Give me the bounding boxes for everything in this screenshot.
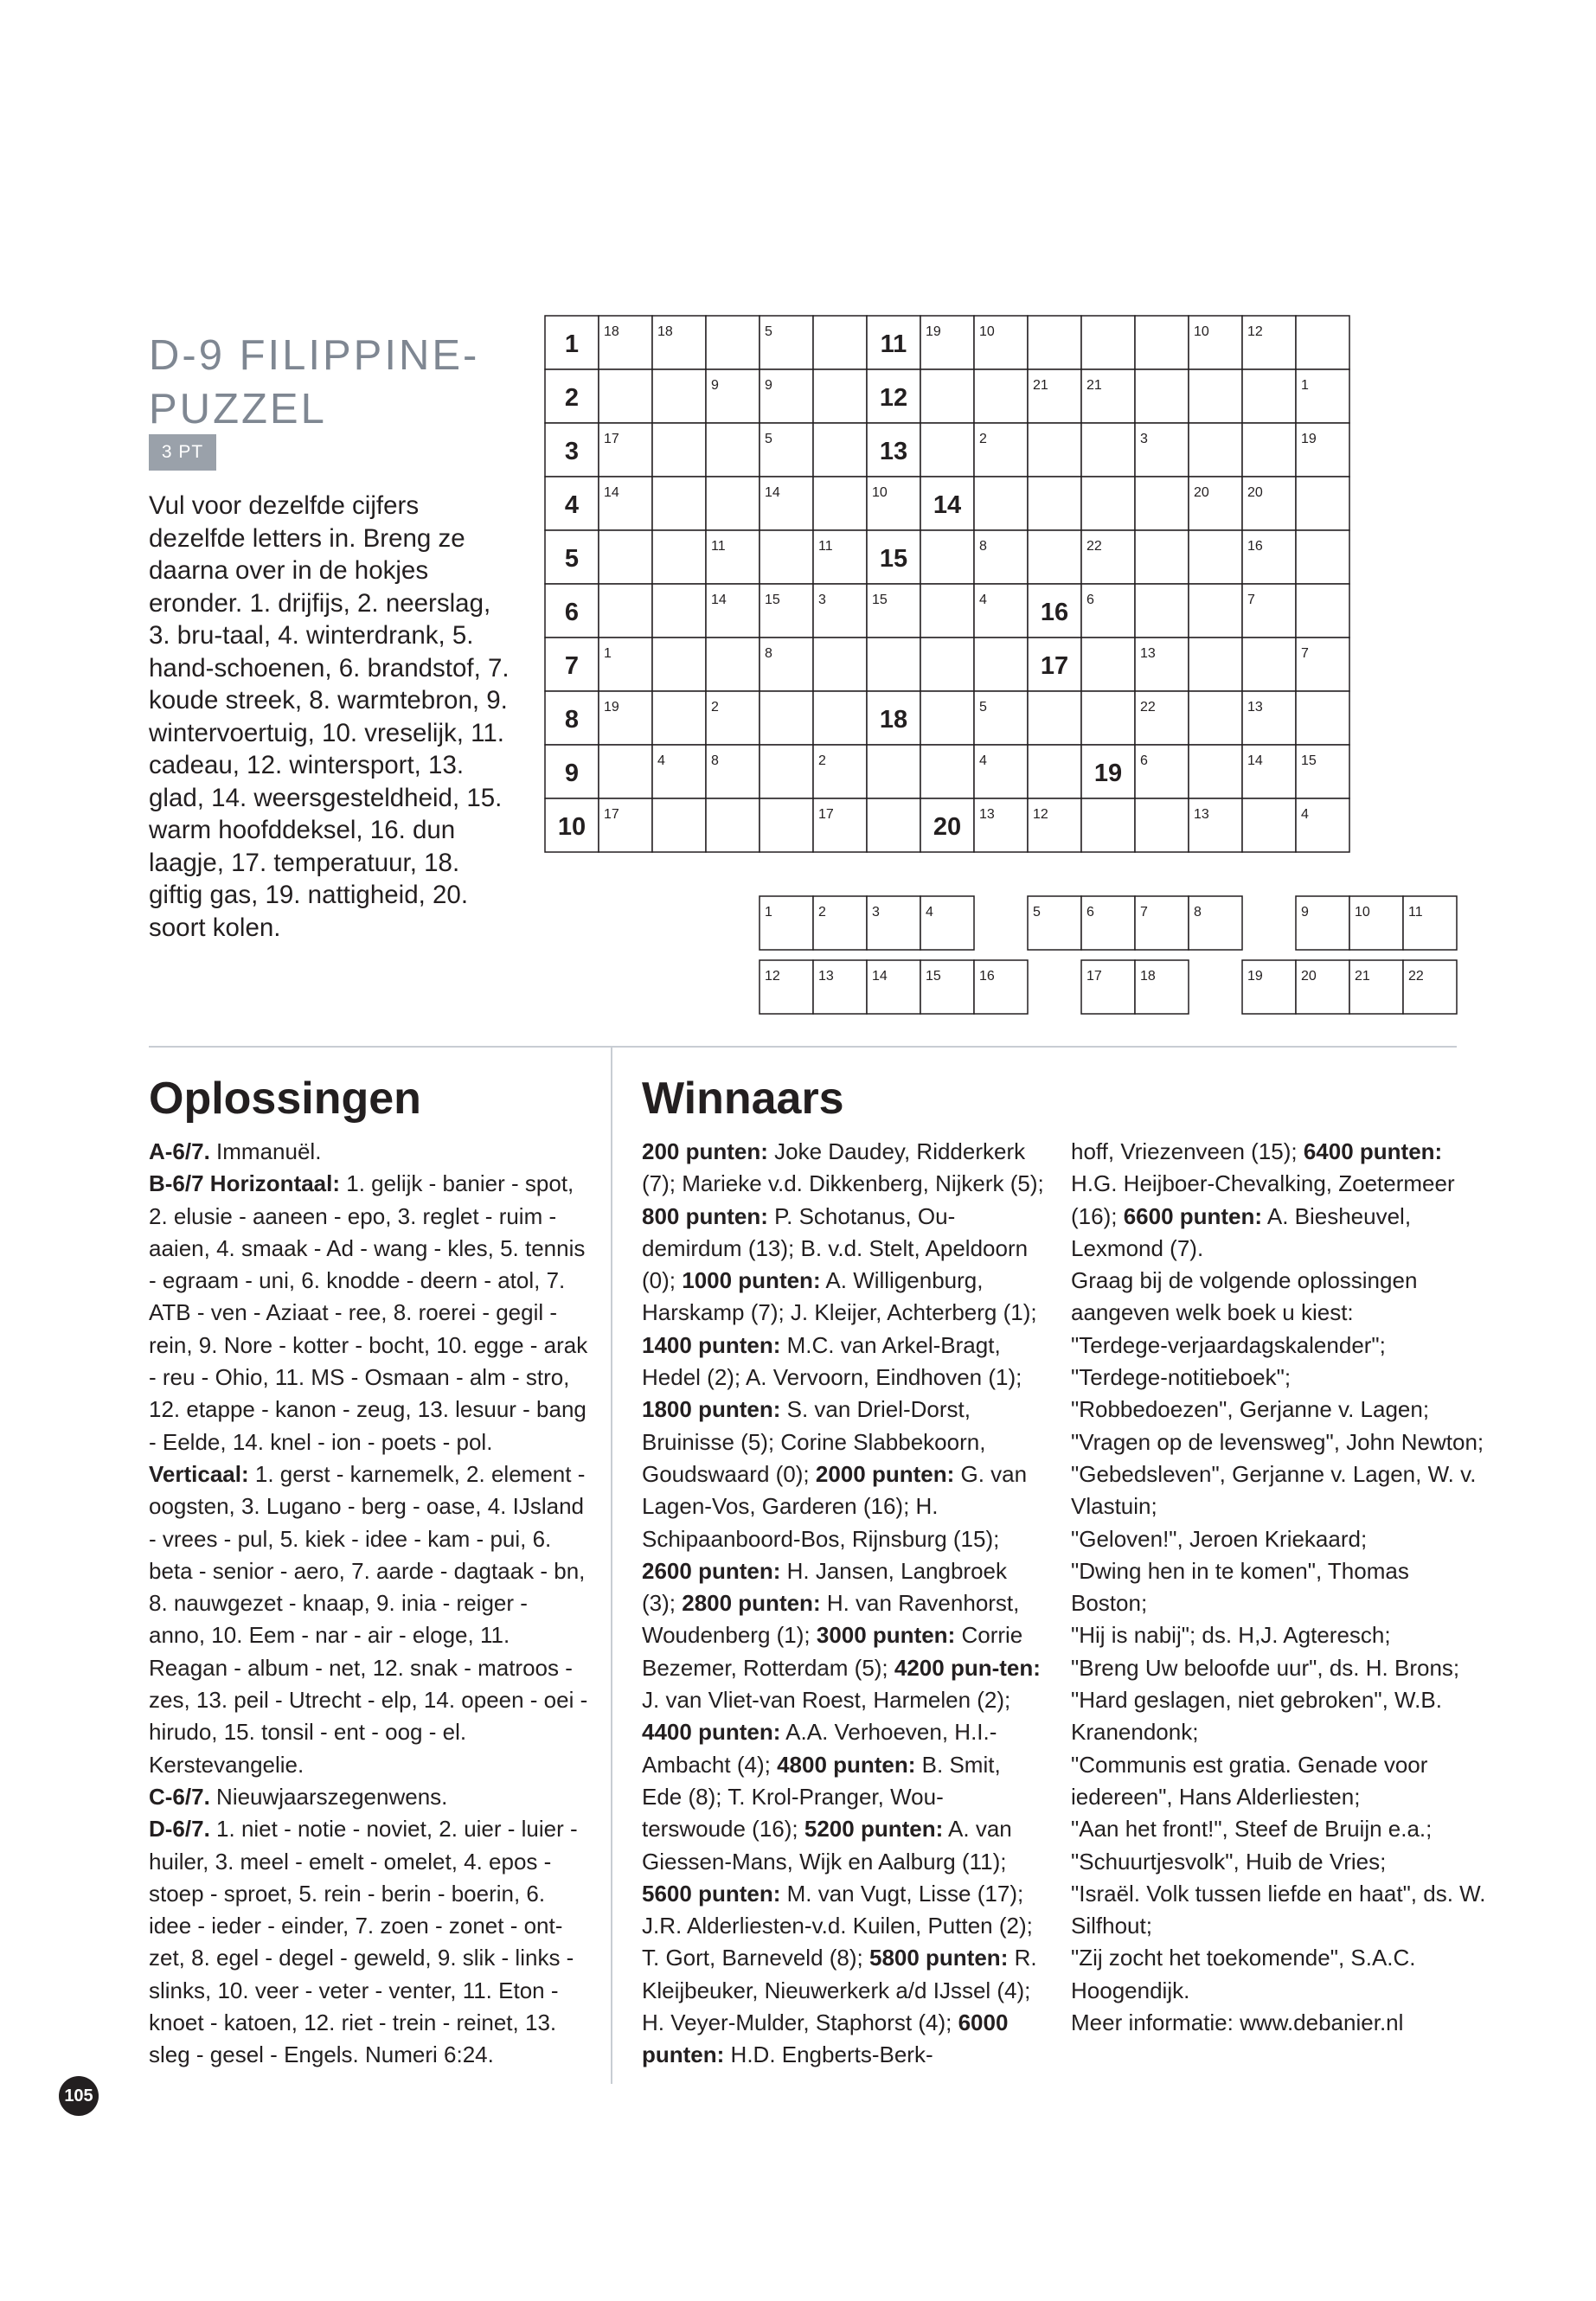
grid-cell xyxy=(1081,798,1135,852)
winners-names: A. van Giessen-Mans, Wijk en Aalburg (11); xyxy=(642,1816,1012,1875)
answer-box-number: 4 xyxy=(926,905,933,920)
winners-points-label: 5800 punten: xyxy=(869,1945,1009,1971)
book-list-line: "Schuurtjesvolk", Huib de Vries; xyxy=(1071,1848,1387,1875)
winners-heading: Winnaars xyxy=(642,1074,844,1124)
grid-cell-number: 22 xyxy=(1086,539,1102,554)
grid-cell xyxy=(1081,691,1135,745)
book-list-line: "Robbedoezen", Gerjanne v. Lagen; xyxy=(1071,1396,1430,1423)
grid-cell xyxy=(867,798,920,852)
grid-cell-number: 15 xyxy=(765,593,780,607)
grid-cell xyxy=(1028,423,1081,477)
grid-cell-number: 10 xyxy=(979,324,995,339)
grid-cell xyxy=(1189,423,1242,477)
winners-names: A. Willigenburg, Harskamp (7); J. Kleijer, Achterberg (1); xyxy=(642,1267,1037,1326)
grid-cell xyxy=(599,584,652,638)
solution-d-label: D-6/7. xyxy=(149,1816,210,1843)
grid-cell xyxy=(706,316,760,369)
answer-box-number: 11 xyxy=(1408,905,1423,920)
grid-cell xyxy=(1189,369,1242,423)
winners-continued xyxy=(1071,1136,1486,1265)
grid-cell-number: 17 xyxy=(818,807,834,822)
winners-names: H. van Ravenhorst, Woudenberg (1); xyxy=(642,1590,1020,1649)
grid-cell xyxy=(1135,369,1189,423)
grid-row-number: 8 xyxy=(564,706,580,734)
grid-cell-number: 13 xyxy=(1194,807,1209,822)
book-list-line: "Vragen op de levensweg", John Newton; xyxy=(1071,1428,1484,1455)
grid-cell xyxy=(813,423,867,477)
winners-names: H.D. Engberts-Berk- xyxy=(724,2041,933,2068)
grid-cell xyxy=(599,530,652,584)
answer-box-number: 5 xyxy=(1033,905,1041,920)
grid-cell xyxy=(1189,638,1242,691)
grid-cell xyxy=(813,316,867,369)
winners-6600-text: A. Biesheuvel, Lexmond (7). xyxy=(1071,1202,1412,1261)
grid-cell xyxy=(1296,316,1349,369)
answer-box-number: 20 xyxy=(1301,969,1317,984)
grid-cell-number: 13 xyxy=(979,807,995,822)
grid-cell-number: 21 xyxy=(1086,378,1102,393)
grid-cell xyxy=(920,691,974,745)
grid-cell xyxy=(1296,477,1349,530)
grid-cell xyxy=(706,798,760,852)
solution-c xyxy=(149,1781,590,1813)
grid-cell xyxy=(1296,530,1349,584)
book-list-line: "Israël. Volk tussen liefde en haat", ds. W. Silfhout; xyxy=(1071,1880,1486,1939)
column-divider xyxy=(611,1046,612,2084)
grid-cell xyxy=(1135,798,1189,852)
grid-cell-number: 4 xyxy=(657,753,665,768)
answer-box-number: 10 xyxy=(1355,905,1370,920)
book-list-line: Meer informatie: www.debanier.nl xyxy=(1071,2009,1404,2036)
winners-points-label: 4400 punten: xyxy=(642,1719,781,1746)
answer-box-number: 16 xyxy=(979,969,995,984)
grid-row-number: 12 xyxy=(879,384,908,412)
grid-row-number: 7 xyxy=(564,652,580,680)
grid-cell xyxy=(1242,423,1296,477)
grid-row-number: 13 xyxy=(879,438,908,465)
winners-names: B. Smit, Ede (8); T. Krol-Pranger, Wou-terswoude (16); xyxy=(642,1751,1001,1843)
winners-points-label: 2000 punten: xyxy=(815,1460,955,1487)
grid-cell xyxy=(1081,638,1135,691)
winners-names: Joke Daudey, Ridderkerk (7); Marieke v.d. Dikkenberg, Nijkerk (5); xyxy=(642,1138,1044,1197)
book-list xyxy=(1071,1265,1486,2039)
grid-cell-number: 15 xyxy=(1301,753,1317,768)
grid-cell xyxy=(652,584,706,638)
answer-box-number: 6 xyxy=(1086,905,1094,920)
grid-cell-number: 20 xyxy=(1194,485,1209,500)
grid-cell xyxy=(1296,584,1349,638)
grid-cell-number: 18 xyxy=(657,324,673,339)
solution-c-text: Nieuwjaarszegenwens. xyxy=(209,1783,448,1810)
grid-cell-number: 2 xyxy=(979,432,987,446)
grid-cell xyxy=(652,369,706,423)
grid-cell-number: 14 xyxy=(604,485,619,500)
grid-cell xyxy=(920,638,974,691)
grid-row-number: 5 xyxy=(564,545,580,573)
answer-box-number: 17 xyxy=(1086,969,1102,984)
winners-points-label: 800 punten: xyxy=(642,1202,768,1229)
grid-row-number: 18 xyxy=(879,706,908,734)
solution-b-text: 1. gelijk - banier - spot, 2. elusie - aaneen - epo, 3. reglet - ruim - aaien, 4. smaak - Ad - wang - kles, 5. tennis - egraam - uni, 6. knodde - deern - atol, 7. ATB - ven - Aziaat - ree, 8. roerei - gegil - rein, 9. Nore - kotter - bocht, 10. egge - arak - reu - Ohio, 11. MS - Osmaan - alm - stro, 12. etappe - kanon - zeug, 13. lesuur - bang - Eelde, 14. knel - ion - poets - pol. xyxy=(149,1170,588,1455)
grid-cell xyxy=(706,423,760,477)
solutions-heading: Oplossingen xyxy=(149,1074,421,1124)
grid-cell xyxy=(920,530,974,584)
grid-cell-number: 6 xyxy=(1086,593,1094,607)
grid-row-number: 2 xyxy=(564,384,580,412)
puzzle-title-line2: PUZZEL xyxy=(149,386,327,433)
winners-names: J. van Vliet-van Roest, Harmelen (2); xyxy=(642,1687,1011,1714)
solution-a-label: A-6/7. xyxy=(149,1138,210,1164)
answer-box-number: 8 xyxy=(1194,905,1202,920)
grid-cell-number: 13 xyxy=(1140,646,1156,661)
solution-a-text: Immanuël. xyxy=(209,1138,322,1164)
grid-cell xyxy=(1028,316,1081,369)
grid-cell-number: 1 xyxy=(1301,378,1309,393)
grid-cell xyxy=(974,638,1028,691)
grid-cell-number: 10 xyxy=(1194,324,1209,339)
answer-box-number: 14 xyxy=(872,969,888,984)
grid-row-number: 10 xyxy=(557,813,586,841)
solution-d-text: 1. niet - notie - noviet, 2. uier - luier - huiler, 3. meel - emelt - omelet, 4. epos - stoep - sproet, 5. rein - berin - boerin, 6. idee - ieder - einder, 7. zoen - zonet - ont-zet, 8. egel - degel - geweld, 9. slik - links - slinks, 10. veer - veter - venter, 11. Eton - knoet - katoen, 12. riet - trein - reinet, 13. sleg - gesel - Engels. Numeri 6:24. xyxy=(149,1816,578,2068)
grid-row-number: 1 xyxy=(564,330,580,358)
winners-column-1 xyxy=(642,1136,1047,2072)
grid-cell xyxy=(599,369,652,423)
grid-cell-number: 16 xyxy=(1247,539,1263,554)
book-list-line: "Hij is nabij"; ds. H,J. Agteresch; xyxy=(1071,1622,1391,1649)
book-list-line: "Hard geslagen, niet gebroken", W.B. Kranendonk; xyxy=(1071,1687,1442,1746)
winners-points-label: 2800 punten: xyxy=(682,1590,821,1617)
grid-cell xyxy=(920,369,974,423)
grid-cell-number: 4 xyxy=(979,753,987,768)
grid-cell xyxy=(920,584,974,638)
winners-points-label: 5600 punten: xyxy=(642,1880,781,1907)
grid-cell xyxy=(1189,745,1242,798)
solution-a xyxy=(149,1136,590,1168)
answer-box-number: 1 xyxy=(765,905,772,920)
winners-list xyxy=(642,1136,1047,2072)
answer-box-number: 9 xyxy=(1301,905,1309,920)
puzzle-title-line1: D-9 FILIPPINE- xyxy=(149,332,480,379)
winners-points-label: 5200 punten: xyxy=(804,1816,944,1843)
grid-cell xyxy=(1028,530,1081,584)
grid-cell-number: 7 xyxy=(1301,646,1309,661)
winners-points-label: 4800 punten: xyxy=(777,1751,916,1778)
grid-cell-number: 4 xyxy=(979,593,987,607)
grid-cell-number: 12 xyxy=(1247,324,1263,339)
winners-names: P. Schotanus, Ou-demirdum (13); B. v.d. Stelt, Apeldoorn (0); xyxy=(642,1202,1029,1294)
winners-points-label: 3000 punten: xyxy=(816,1622,956,1649)
grid-cell-number: 14 xyxy=(1247,753,1263,768)
solution-c-label: C-6/7. xyxy=(149,1783,210,1810)
grid-cell xyxy=(1028,477,1081,530)
winners-names: H. Jansen, Langbroek (3); xyxy=(642,1557,1007,1617)
grid-cell xyxy=(760,745,813,798)
grid-cell-number: 7 xyxy=(1247,593,1255,607)
book-list-line: "Geloven!", Jeroen Kriekaard; xyxy=(1071,1525,1368,1552)
grid-cell-number: 8 xyxy=(979,539,987,554)
grid-row-number: 3 xyxy=(564,438,580,465)
grid-cell-number: 6 xyxy=(1140,753,1148,768)
answer-box-number: 15 xyxy=(926,969,941,984)
grid-cell xyxy=(1189,691,1242,745)
grid-cell-number: 18 xyxy=(604,324,619,339)
winners-names: A.A. Verhoeven, H.I.-Ambacht (4); xyxy=(642,1719,997,1778)
solution-d xyxy=(149,1813,590,2071)
grid-cell xyxy=(920,423,974,477)
puzzle-title xyxy=(149,329,521,436)
points-badge: 3 PT xyxy=(149,434,216,471)
winners-names: R. Kleijbeuker, Nieuwerkerk a/d IJssel (4); H. Veyer-Mulder, Staphorst (4); xyxy=(642,1945,1037,2036)
winners-points-label: 1000 punten: xyxy=(682,1267,821,1294)
grid-cell-number: 8 xyxy=(711,753,719,768)
grid-cell-number: 14 xyxy=(711,593,727,607)
book-list-line: "Dwing hen in te komen", Thomas Boston; xyxy=(1071,1557,1409,1617)
grid-cell-number: 19 xyxy=(926,324,941,339)
answer-box-number: 2 xyxy=(818,905,826,920)
solution-b-label: B-6/7 Horizontaal: xyxy=(149,1170,341,1197)
grid-cell xyxy=(1081,423,1135,477)
book-list-line: "Communis est gratia. Genade voor iedereen", Hans Alderliesten; xyxy=(1071,1751,1428,1810)
grid-cell xyxy=(652,638,706,691)
grid-row-number: 9 xyxy=(564,760,580,787)
winners-names: Corrie Bezemer, Rotterdam (5); xyxy=(642,1622,1023,1681)
grid-cell xyxy=(652,798,706,852)
grid-cell xyxy=(1242,638,1296,691)
grid-row-number: 11 xyxy=(880,330,907,358)
grid-cell-number: 3 xyxy=(818,593,826,607)
answer-box-number: 19 xyxy=(1247,969,1263,984)
grid-cell xyxy=(1135,584,1189,638)
grid-cell-number: 14 xyxy=(765,485,780,500)
book-list-line: "Aan het front!", Steef de Bruijn e.a.; xyxy=(1071,1816,1433,1843)
winners-points-label: 1400 punten: xyxy=(642,1331,781,1358)
grid-cell-number: 9 xyxy=(711,378,719,393)
grid-row-number: 20 xyxy=(933,813,962,841)
winners-names: M. van Vugt, Lisse (17); J.R. Alderliesten-v.d. Kuilen, Putten (2); T. Gort, Barneveld (8); xyxy=(642,1880,1033,1971)
winners-points-label: 200 punten: xyxy=(642,1138,768,1164)
winners-6600-label: 6600 punten: xyxy=(1123,1202,1263,1229)
answer-box-number: 7 xyxy=(1140,905,1148,920)
grid-cell xyxy=(1135,477,1189,530)
grid-cell xyxy=(813,477,867,530)
grid-row-number: 6 xyxy=(564,599,580,626)
grid-cell xyxy=(1028,745,1081,798)
grid-cell xyxy=(813,691,867,745)
grid-cell xyxy=(760,798,813,852)
grid-cell xyxy=(652,477,706,530)
grid-cell xyxy=(760,530,813,584)
grid-row-number: 4 xyxy=(564,491,580,519)
grid-cell xyxy=(1135,530,1189,584)
grid-cell xyxy=(652,530,706,584)
solution-b-vert-label: Verticaal: xyxy=(149,1460,249,1487)
book-list-line: "Terdege-notitieboek"; xyxy=(1071,1364,1292,1391)
grid-cell xyxy=(652,691,706,745)
grid-cell-number: 5 xyxy=(979,700,987,715)
grid-cell-number: 4 xyxy=(1301,807,1309,822)
grid-cell-number: 9 xyxy=(765,378,772,393)
grid-cell xyxy=(867,745,920,798)
grid-cell xyxy=(760,691,813,745)
grid-cell-number: 17 xyxy=(604,432,619,446)
grid-row-number: 19 xyxy=(1093,760,1123,787)
winners-6400-label: 6400 punten: xyxy=(1303,1138,1443,1164)
grid-cell xyxy=(1296,691,1349,745)
solution-b-vert-text: 1. gerst - karnemelk, 2. element - oogsten, 3. Lugano - berg - oase, 4. IJsland - vrees - pul, 5. kiek - idee - kam - pui, 6. beta - senior - aero, 7. aarde - dagtaak - bn, 8. nauwgezet - knaap, 9. inia - reiger - anno, 10. Eem - nar - air - eloge, 11. Reagan - album - net, 12. snak - matroos - zes, 13. peil - Utrecht - elp, 14. opeen - oei - hirudo, 15. tonsil - ent - oog - el. Kerstevangelie. xyxy=(149,1460,588,1778)
grid-cell xyxy=(1242,798,1296,852)
grid-cell xyxy=(652,423,706,477)
answer-box-number: 18 xyxy=(1140,969,1156,984)
answer-box-number: 22 xyxy=(1408,969,1424,984)
winners-points-label: 2600 punten: xyxy=(642,1557,781,1584)
grid-cell-number: 19 xyxy=(604,700,619,715)
grid-cell xyxy=(974,477,1028,530)
grid-cell-number: 20 xyxy=(1247,485,1263,500)
grid-row-number: 16 xyxy=(1040,599,1069,626)
grid-row-number: 15 xyxy=(879,545,908,573)
grid-cell-number: 11 xyxy=(818,539,833,554)
answer-box-number: 3 xyxy=(872,905,880,920)
answer-box-number: 21 xyxy=(1355,969,1370,984)
grid-cell xyxy=(706,477,760,530)
book-list-line: "Terdege-verjaardagskalender"; xyxy=(1071,1331,1386,1358)
grid-cell xyxy=(813,638,867,691)
book-list-line: "Zij zocht het toekomende", S.A.C. Hoogendijk. xyxy=(1071,1945,1416,2003)
grid-cell-number: 3 xyxy=(1140,432,1148,446)
book-list-line: "Breng Uw beloofde uur", ds. H. Brons; xyxy=(1071,1654,1460,1681)
winners-continued-text: hoff, Vriezenveen (15); xyxy=(1071,1138,1304,1164)
grid-cell xyxy=(920,745,974,798)
grid-cell-number: 8 xyxy=(765,646,772,661)
solutions-text xyxy=(149,1136,590,2072)
grid-cell-number: 21 xyxy=(1033,378,1048,393)
grid-cell xyxy=(813,369,867,423)
section-divider xyxy=(149,1046,1457,1048)
book-list-line: Graag bij de volgende oplossingen aangeven welk boek u kiest: xyxy=(1071,1267,1418,1326)
winners-6400-text: H.G. Heijboer-Chevalking, Zoetermeer (16); xyxy=(1071,1170,1455,1229)
grid-cell xyxy=(1028,691,1081,745)
grid-cell xyxy=(1081,316,1135,369)
grid-row-number: 17 xyxy=(1040,652,1069,680)
grid-cell xyxy=(1189,530,1242,584)
grid-cell-number: 2 xyxy=(711,700,719,715)
grid-row-number: 14 xyxy=(933,491,962,519)
winners-points-label: 6000 punten: xyxy=(642,2009,1009,2068)
grid-cell xyxy=(706,638,760,691)
solution-b xyxy=(149,1168,590,1781)
grid-cell xyxy=(599,745,652,798)
grid-cell-number: 17 xyxy=(604,807,619,822)
winners-points-label: 1800 punten: xyxy=(642,1396,781,1423)
grid-cell-number: 12 xyxy=(1033,807,1048,822)
grid-cell-number: 1 xyxy=(604,646,612,661)
winners-names: S. van Driel-Dorst, Bruinisse (5); Corine Slabbekoorn, Goudswaard (0); xyxy=(642,1396,986,1487)
grid-cell xyxy=(867,638,920,691)
grid-cell-number: 22 xyxy=(1140,700,1156,715)
winners-points-label: 4200 pun-ten: xyxy=(894,1654,1041,1681)
grid-cell xyxy=(1135,316,1189,369)
page-number: 105 xyxy=(59,2076,99,2116)
grid-cell-number: 19 xyxy=(1301,432,1317,446)
grid-cell-number: 11 xyxy=(711,539,726,554)
winners-column-2 xyxy=(1071,1136,1486,2039)
grid-cell-number: 5 xyxy=(765,432,772,446)
winners-names: G. van Lagen-Vos, Garderen (16); H. Schipaanboord-Bos, Rijnsburg (15); xyxy=(642,1460,1028,1552)
grid-cell xyxy=(974,369,1028,423)
grid-cell-number: 2 xyxy=(818,753,826,768)
grid-cell-number: 13 xyxy=(1247,700,1263,715)
grid-cell-number: 15 xyxy=(872,593,888,607)
winners-names: M.C. van Arkel-Bragt, Hedel (2); A. Vervoorn, Eindhoven (1); xyxy=(642,1331,1022,1391)
puzzle-instructions: Vul voor dezelfde cijfers dezelfde letters in. Breng ze daarna over in de hokjes eronder. 1. drijfijs, 2. neerslag, 3. bru-taal, 4. winterdrank, 5. hand-schoenen, 6. brandstof, 7. koude streek, 8. warmtebron, 9. wintervoertuig, 10. vreselijk, 11. cadeau, 12. wintersport, 13. glad, 14. weersgesteldheid, 15. warm hoofddeksel, 16. dun laagje, 17. temperatuur, 18. giftig gas, 19. nattigheid, 20. soort kolen. xyxy=(149,491,510,942)
grid-cell xyxy=(1189,584,1242,638)
answer-box-number: 13 xyxy=(818,969,834,984)
answer-box-number: 12 xyxy=(765,969,780,984)
book-list-line: "Gebedsleven", Gerjanne v. Lagen, W. v. Vlastuin; xyxy=(1071,1460,1477,1520)
grid-cell xyxy=(1242,369,1296,423)
grid-cell xyxy=(1081,477,1135,530)
grid-cell-number: 5 xyxy=(765,324,772,339)
grid-cell-number: 10 xyxy=(872,485,888,500)
